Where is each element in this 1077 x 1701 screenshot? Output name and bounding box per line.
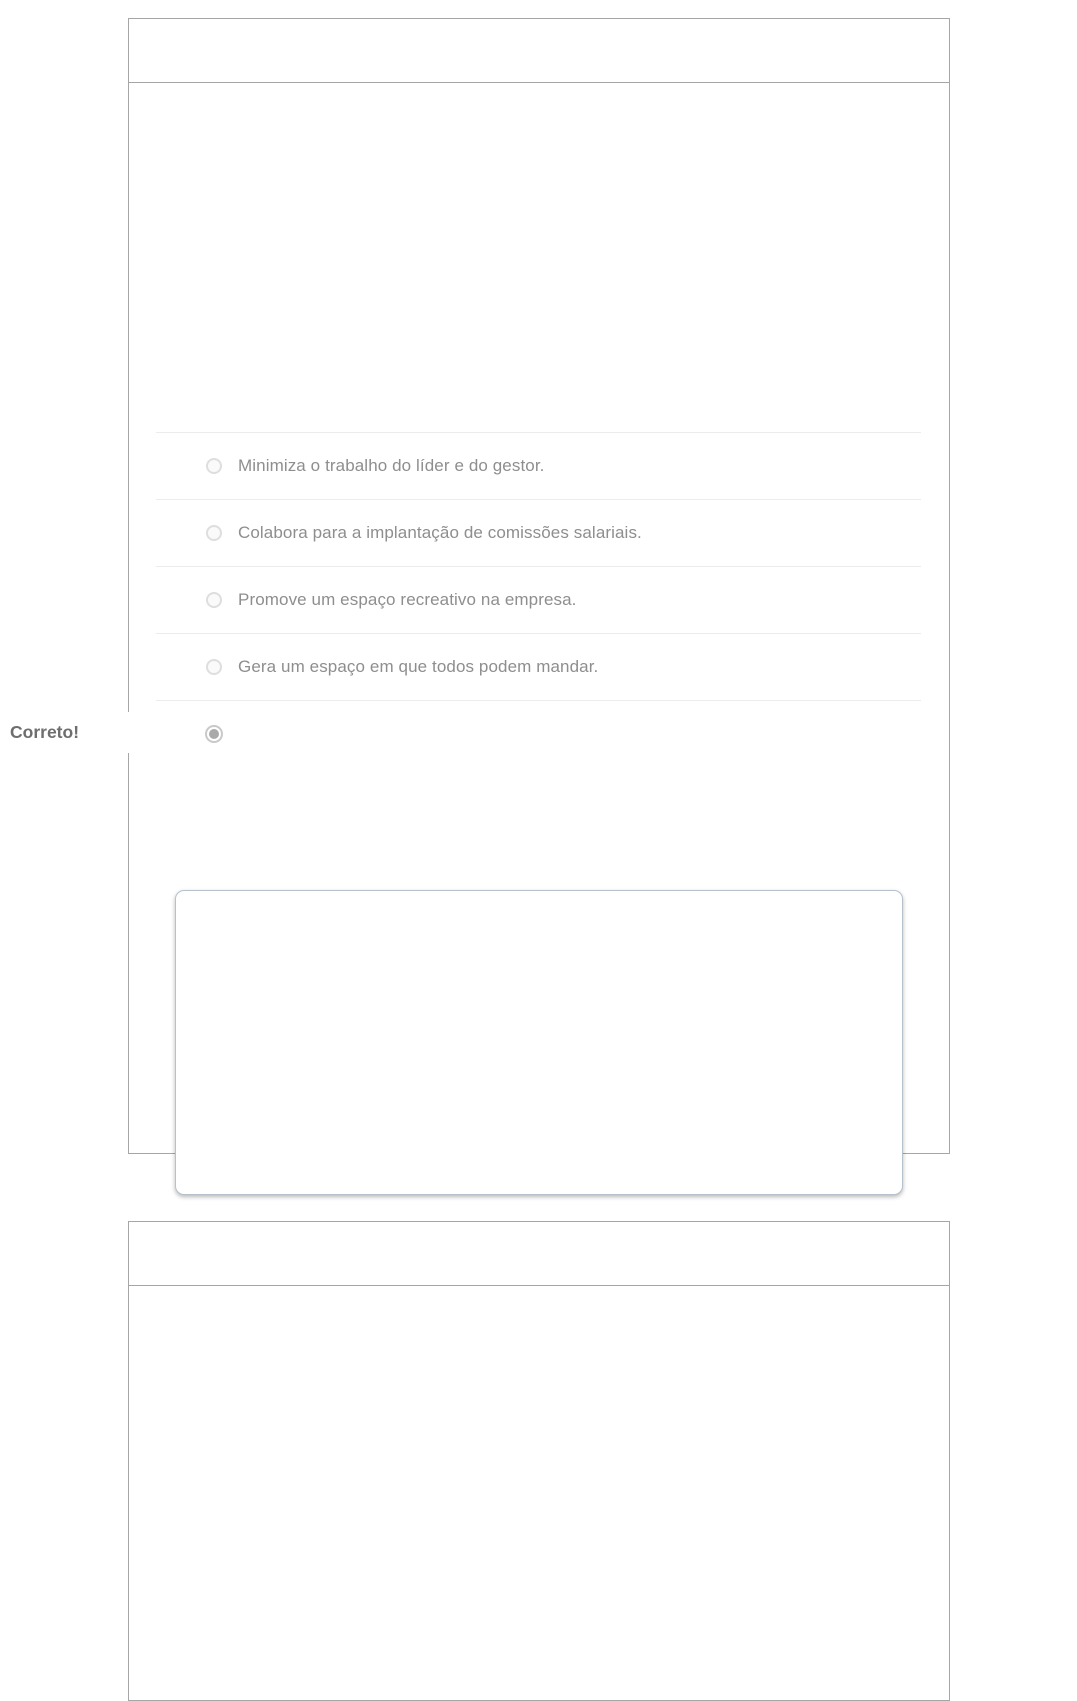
answer-row-4[interactable] xyxy=(156,633,921,700)
next-question-card xyxy=(128,1221,950,1701)
question-card xyxy=(128,18,950,1154)
next-question-card-header xyxy=(129,1222,949,1286)
radio-option-2[interactable] xyxy=(206,525,222,541)
question-card-header xyxy=(129,19,949,83)
answer-row-2[interactable] xyxy=(156,499,921,566)
radio-option-3[interactable] xyxy=(206,592,222,608)
question-card-body xyxy=(129,83,949,767)
answers-list xyxy=(156,432,921,767)
answer-label-2: Colabora para a implantação de comissões salariais. xyxy=(238,523,642,542)
question-text-area xyxy=(129,83,949,432)
answer-label-1: Minimiza o trabalho do líder e do gestor. xyxy=(238,456,545,475)
answer-row-1[interactable] xyxy=(156,432,921,499)
answer-label-3: Promove um espaço recreativo na empresa. xyxy=(238,590,577,609)
radio-option-4[interactable] xyxy=(206,659,222,675)
radio-option-5-selected[interactable] xyxy=(205,725,223,743)
correct-answer-callout: Correto! xyxy=(0,712,134,753)
answer-label-4: Gera um espaço em que todos podem mandar. xyxy=(238,657,599,676)
radio-selected-dot-icon xyxy=(209,729,219,739)
answer-row-3[interactable] xyxy=(156,566,921,633)
answer-row-5-selected[interactable] xyxy=(156,700,921,767)
feedback-box xyxy=(175,890,903,1195)
radio-option-1[interactable] xyxy=(206,458,222,474)
